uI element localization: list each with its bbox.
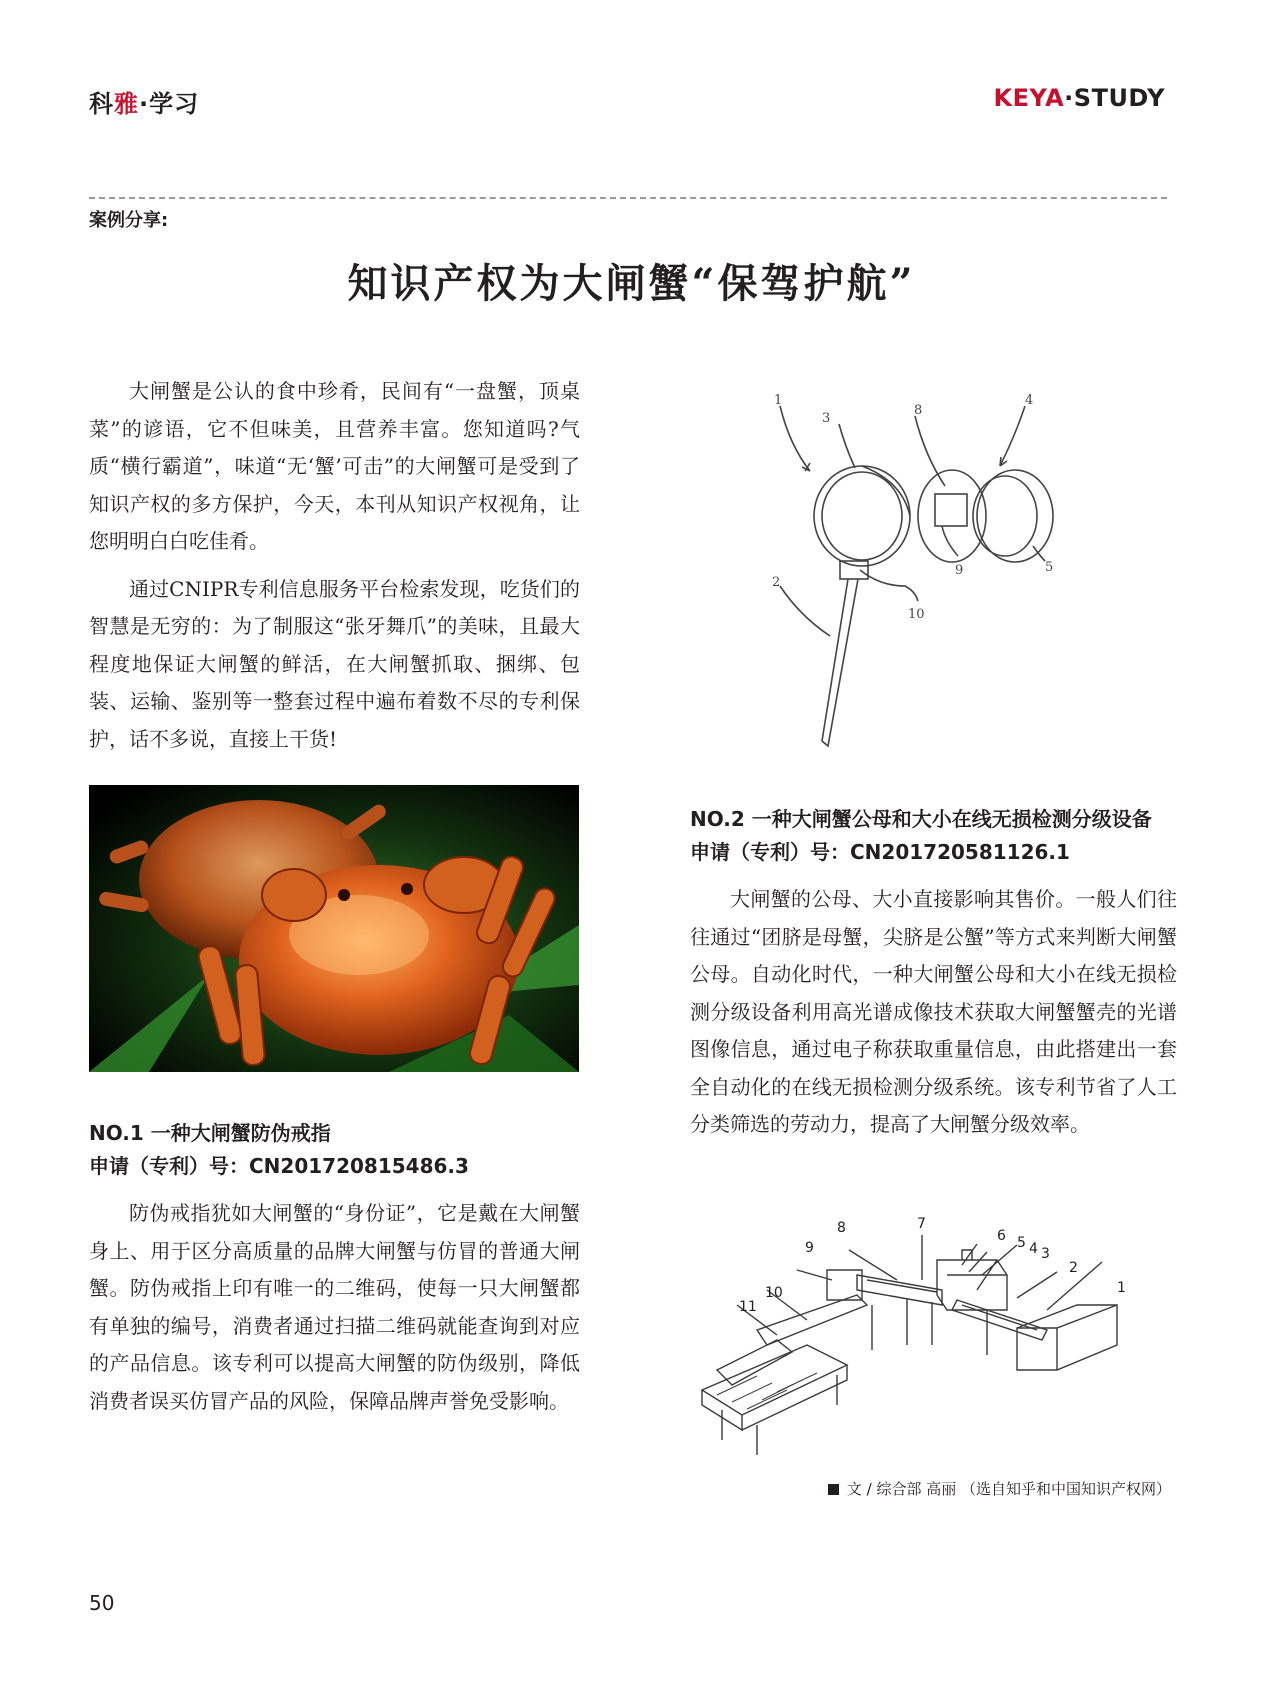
fig2-label-7: 7 <box>917 1216 926 1232</box>
magazine-brand-en <box>994 84 1165 112</box>
no2-body: 大闸蟹的公母、大小直接影响其售价。一般人们往往通过“团脐是母蟹，尖脐是公蟹”等方式来判断大闸蟹公母。自动化时代，一种大闸蟹公母和大小在线无损检测分级设备利用高光谱成像技术获取大闸蟹蟹壳的光谱图像信息，通过电子称获取重量信息，由此搭建出一套全自动化的在线无损检测分级系统。该专利节省了人工分类筛选的劳动力，提高了大闸蟹分级效率。 <box>690 887 1177 1136</box>
fig1-label-10: 10 <box>908 607 925 622</box>
no1-patent-number: 申请（专利）号：CN201720815486.3 <box>89 1154 469 1178</box>
intro-paragraph-1: 大闸蟹是公认的食中珍肴，民间有“一盘蟹，顶桌菜”的谚语，它不但味美，且营养丰富。您知道吗?气质“横行霸道”，味道“无‘蟹’可击”的大闸蟹可是受到了知识产权的多方保护，今天，本刊从知识产权视角，让您明明白白吃佳肴。 <box>89 379 580 553</box>
fig2-label-2: 2 <box>1069 1260 1078 1276</box>
section-divider <box>89 197 1167 199</box>
article-credit <box>828 1478 1171 1499</box>
intro-paragraph-2: 通过CNIPR专利信息服务平台检索发现，吃货们的智慧是无穷的：为了制服这“张牙舞爪”的美味，且最大程度地保证大闸蟹的鲜活，在大闸蟹抓取、捆绑、包装、运输、鉴别等一整套过程中遍布着数不尽的专利保护，话不多说，直接上干货! <box>89 576 580 751</box>
credit-square-icon <box>828 1484 839 1495</box>
fig1-label-8: 8 <box>914 403 923 418</box>
no2-patent-number: 申请（专利）号：CN201720581126.1 <box>690 840 1070 864</box>
fig2-label-10: 10 <box>765 1285 783 1301</box>
crab-photo <box>89 785 579 1072</box>
grading-machine-diagram <box>697 1180 1167 1460</box>
fig2-label-6: 6 <box>997 1228 1006 1244</box>
fig1-label-2: 2 <box>772 575 781 590</box>
brand-suffix-en: ·STUDY <box>1064 84 1165 112</box>
section-label: 案例分享: <box>89 210 169 231</box>
brand-char-ya: 雅 <box>114 90 139 118</box>
fig2-label-4: 4 <box>1029 1241 1038 1257</box>
fig1-label-5: 5 <box>1045 560 1054 575</box>
no2-section <box>690 803 1177 1144</box>
fig1-label-9: 9 <box>955 563 964 578</box>
fig2-label-3: 3 <box>1041 1246 1050 1262</box>
brand-char-ke: 科 <box>89 90 114 118</box>
ring-diagram <box>770 386 1100 756</box>
fig2-label-8: 8 <box>837 1220 846 1236</box>
fig1-label-4: 4 <box>1025 393 1034 408</box>
page-number: 50 <box>89 1591 115 1615</box>
no1-heading: NO.1 一种大闸蟹防伪戒指 <box>89 1121 331 1145</box>
fig2-label-9: 9 <box>805 1240 814 1256</box>
patent-figure-grading-machine <box>697 1180 1167 1460</box>
crab-illustration <box>89 785 579 1072</box>
intro-block <box>89 373 580 758</box>
magazine-brand-cn <box>89 84 199 119</box>
fig2-label-11: 11 <box>739 1299 757 1315</box>
fig2-label-1: 1 <box>1117 1280 1126 1296</box>
no1-section <box>89 1117 580 1420</box>
fig1-label-3: 3 <box>822 411 831 426</box>
brand-keya: KEYA <box>993 84 1065 112</box>
brand-suffix-cn: ·学习 <box>139 90 200 118</box>
article-title: 知识产权为大闸蟹“保驾护航” <box>347 260 916 307</box>
fig1-label-1: 1 <box>774 393 783 408</box>
patent-figure-ring <box>770 386 1100 756</box>
fig2-label-5: 5 <box>1017 1235 1026 1251</box>
no2-heading: NO.2 一种大闸蟹公母和大小在线无损检测分级设备 <box>690 807 1152 831</box>
no1-body: 防伪戒指犹如大闸蟹的“身份证”，它是戴在大闸蟹身上、用于区分高质量的品牌大闸蟹与仿冒的普通大闸蟹。防伪戒指上印有唯一的二维码，使每一只大闸蟹都有单独的编号，消费者通过扫描二维码就能查询到对应的产品信息。该专利可以提高大闸蟹的防伪级别，降低消费者误买仿冒产品的风险，保障品牌声誉免受影响。 <box>89 1201 580 1413</box>
credit-text: 文 / 综合部 高丽 （选自知乎和中国知识产权网） <box>846 1480 1171 1498</box>
